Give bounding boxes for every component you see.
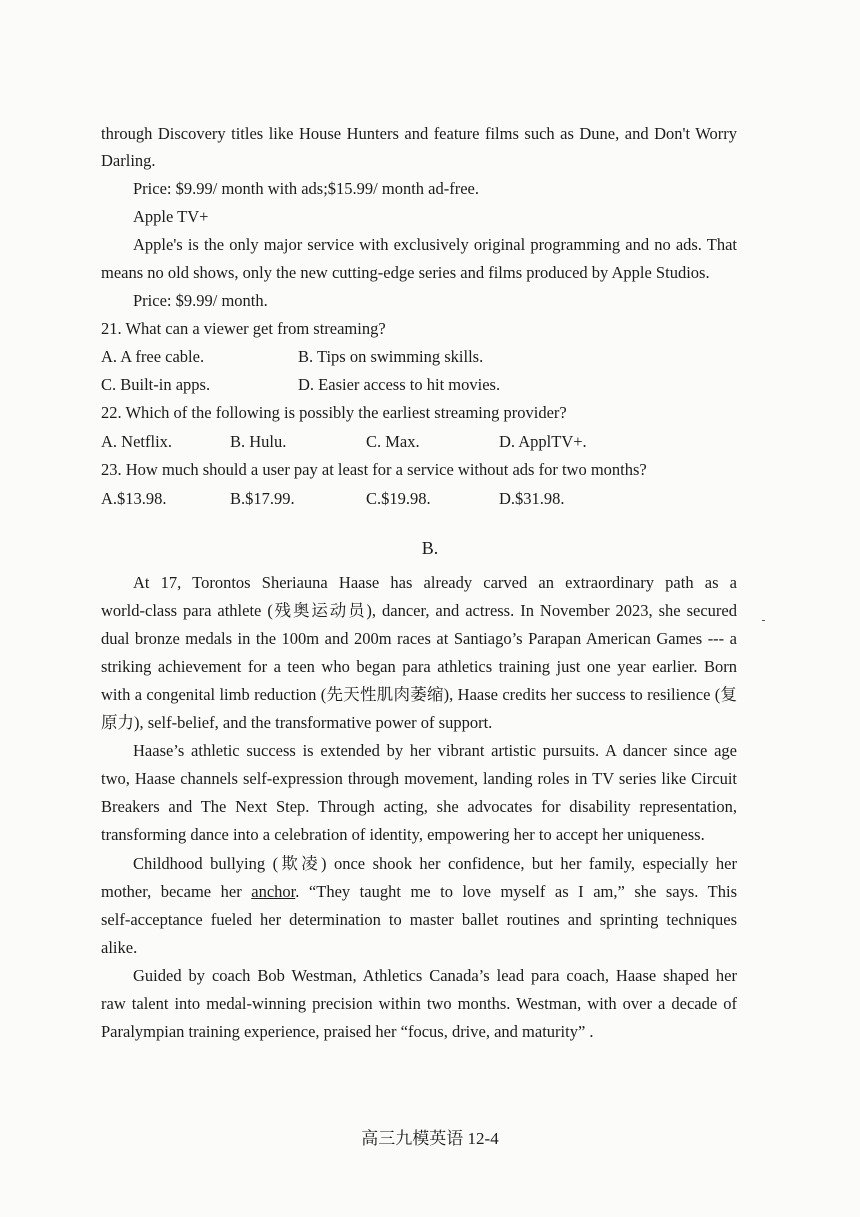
question-23-option-b: B.$17.99. bbox=[230, 489, 295, 508]
passage-a-line: Darling. bbox=[101, 151, 156, 170]
question-23-option-c: C.$19.98. bbox=[366, 489, 431, 508]
paragraph-1-line: world-class para athlete (残奥运动员), dancer, and actress. In November 2023, she secured bbox=[101, 601, 737, 620]
paragraph-3-line bbox=[101, 881, 737, 903]
apple-description-line: means no old shows, only the new cutting-edge series and films produced by Apple Studios. bbox=[101, 263, 710, 282]
scan-speck bbox=[762, 620, 765, 621]
paragraph-1-line: 原力), self-belief, and the transformative power of support. bbox=[101, 713, 493, 732]
paragraph-4-line: raw talent into medal-winning precision within two months. Westman, with over a decade of bbox=[101, 994, 737, 1013]
paragraph-1-line: striking achievement for a teen who began para athletics training just one year earlier. Born bbox=[101, 657, 737, 676]
question-23-option-d: D.$31.98. bbox=[499, 489, 565, 508]
question-23-stem: 23. How much should a user pay at least for a service without ads for two months? bbox=[101, 460, 647, 479]
paragraph-1-line: with a congenital limb reduction (先天性肌肉萎缩), Haase credits her success to resilience (复 bbox=[101, 685, 737, 704]
question-21-option-b: B. Tips on swimming skills. bbox=[298, 347, 484, 366]
question-21-option-d: D. Easier access to hit movies. bbox=[298, 375, 501, 394]
page-footer: 高三九模英语 12-4 bbox=[361, 1129, 499, 1148]
paragraph-2-line: transforming dance into a celebration of identity, empowering her to accept her uniqueness. bbox=[101, 825, 705, 844]
question-22-option-c: C. Max. bbox=[366, 432, 420, 451]
paragraph-3-line: self-acceptance fueled her determination to master ballet routines and sprinting techniques bbox=[101, 910, 737, 929]
paragraph-3-line: Childhood bullying (欺凌) once shook her confidence, but her family, especially her bbox=[133, 854, 737, 873]
question-21-stem: 21. What can a viewer get from streaming? bbox=[101, 319, 386, 338]
question-22-option-b: B. Hulu. bbox=[230, 432, 287, 451]
question-21-option-c: C. Built-in apps. bbox=[101, 375, 211, 394]
paragraph-3-line: alike. bbox=[101, 938, 138, 957]
section-b-title: B. bbox=[421, 538, 439, 558]
paragraph-1-line: At 17, Torontos Sheriauna Haase has already carved an extraordinary path as a bbox=[133, 573, 737, 592]
paragraph-2-line: Breakers and The Next Step. Through acting, she advocates for disability representation, bbox=[101, 797, 737, 816]
question-22-option-a: A. Netflix. bbox=[101, 432, 173, 451]
apple-price: Price: $9.99/ month. bbox=[133, 291, 268, 310]
apple-tv-heading: Apple TV+ bbox=[133, 207, 209, 226]
paragraph-4-line: Guided by coach Bob Westman, Athletics Canada’s lead para coach, Haase shaped her bbox=[133, 966, 737, 985]
paragraph-3-text: mother, became her bbox=[101, 882, 252, 901]
question-23-option-a: A.$13.98. bbox=[101, 489, 167, 508]
apple-description-line: Apple's is the only major service with exclusively original programming and no ads. That bbox=[133, 235, 737, 254]
max-price: Price: $9.99/ month with ads;$15.99/ month ad-free. bbox=[133, 179, 479, 198]
paragraph-3-text: . “They taught me to love myself as I am,” she says. This bbox=[295, 882, 737, 901]
question-22-option-d: D. ApplTV+. bbox=[499, 432, 587, 451]
passage-a-line: through Discovery titles like House Hunters and feature films such as Dune, and Don't Worry bbox=[101, 124, 737, 143]
paragraph-4-line: Paralympian training experience, praised her “focus, drive, and maturity” . bbox=[101, 1022, 594, 1041]
paragraph-2-line: Haase’s athletic success is extended by her vibrant artistic pursuits. A dancer since age bbox=[133, 741, 737, 760]
paragraph-1-line: dual bronze medals in the 100m and 200m races at Santiago’s Parapan American Games --- a bbox=[101, 629, 737, 648]
question-21-option-a: A. A free cable. bbox=[101, 347, 205, 366]
paragraph-2-line: two, Haase channels self-expression through movement, landing roles in TV series like Circuit bbox=[101, 769, 737, 788]
question-22-stem: 22. Which of the following is possibly the earliest streaming provider? bbox=[101, 403, 567, 422]
underlined-word-anchor: anchor bbox=[251, 882, 296, 901]
